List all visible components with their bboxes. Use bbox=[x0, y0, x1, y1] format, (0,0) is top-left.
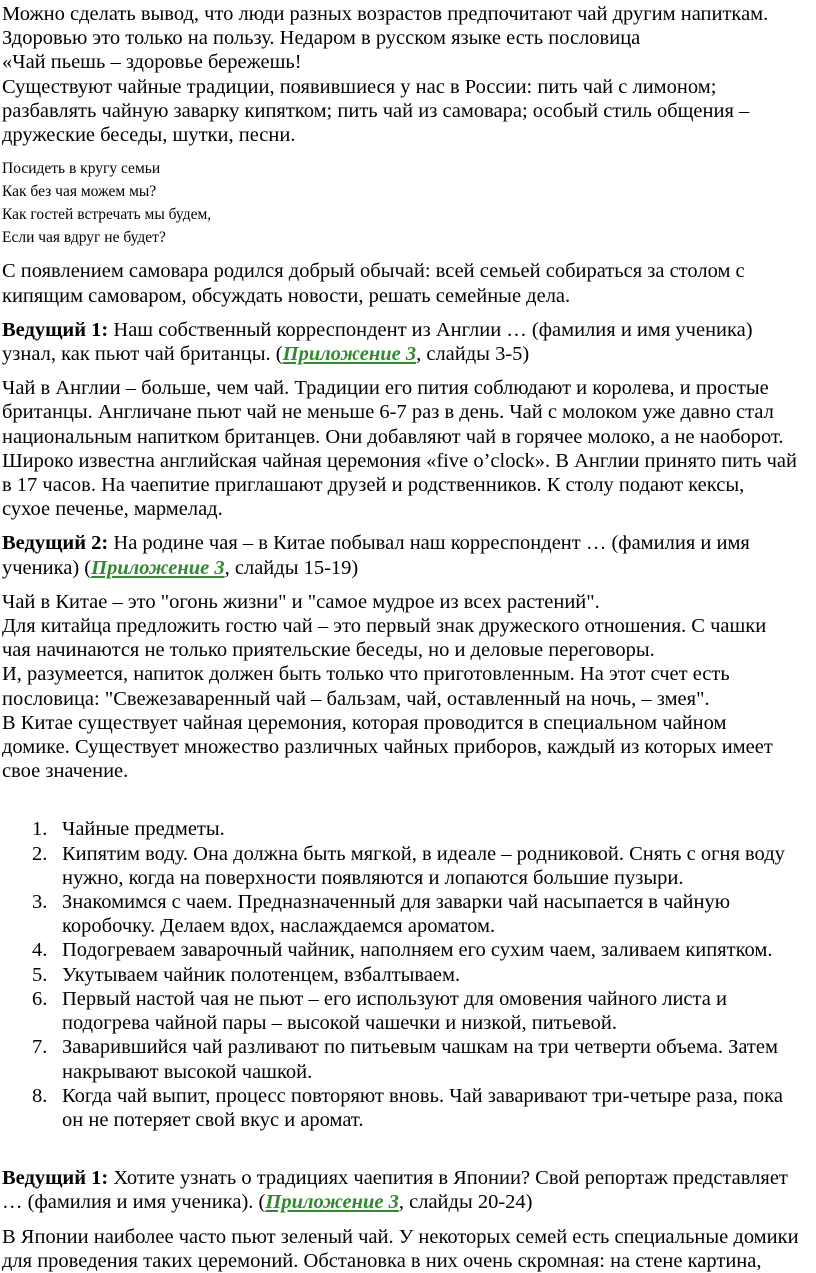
text-line: В Японии наиболее часто пьют зеленый чай. У некоторых семей есть специальные домики bbox=[2, 1225, 799, 1248]
intro-paragraph bbox=[2, 2, 814, 147]
speaker-label: Ведущий 1: bbox=[2, 1167, 109, 1190]
poem bbox=[2, 158, 814, 249]
speaker-label: Ведущий 1: bbox=[2, 318, 109, 341]
text-line: Чай в Англии – больше, чем чай. Традиции его пития соблюдают и королева, и простые bbox=[2, 377, 769, 400]
list-text: Первый настой чая не пьют – его используют для омовения чайного листа и bbox=[62, 987, 727, 1010]
poem-line: Посидеть в кругу семьи bbox=[2, 160, 161, 178]
text-span: , слайды 20-24) bbox=[398, 1191, 533, 1214]
appendix-link[interactable]: Приложение 3 bbox=[282, 343, 417, 366]
text-line: И, разумеется, напиток должен быть только что приготовленным. На этот счет есть bbox=[2, 663, 730, 686]
host1-england-intro bbox=[2, 318, 814, 366]
list-text: Укутываем чайник полотенцем, взбалтываем. bbox=[62, 963, 461, 986]
list-text: Подогреваем заварочный чайник, наполняем его сухим чаем, заливаем кипятком. bbox=[62, 939, 773, 962]
text-line: Широко известна английская чайная церемония «five o’clock». В Англии принято пить чай bbox=[2, 449, 797, 472]
text-span: узнал, как пьют чай британцы. ( bbox=[2, 343, 283, 366]
text-line: свое значение. bbox=[2, 760, 129, 783]
text-line: разбавлять чайную заварку кипятком; пить чай из самовара; особый стиль общения – bbox=[2, 99, 750, 122]
list-item bbox=[2, 963, 814, 987]
text-line: В Китае существует чайная церемония, которая проводится в специальном чайном bbox=[2, 711, 727, 734]
list-number: 2. bbox=[32, 842, 48, 865]
list-number: 4. bbox=[32, 939, 48, 962]
text-line: дружеские беседы, шутки, песни. bbox=[2, 124, 296, 147]
text-line: С появлением самовара родился добрый обычай: всей семьей собираться за столом с bbox=[2, 260, 745, 283]
text-line bbox=[2, 1190, 814, 1214]
text-line bbox=[2, 318, 814, 342]
list-number: 1. bbox=[32, 818, 48, 841]
speaker-label: Ведущий 2: bbox=[2, 532, 109, 555]
appendix-link[interactable]: Приложение 3 bbox=[265, 1191, 399, 1214]
text-line: в 17 часов. На чаепитие приглашают друзей и родственников. К столу подают кексы, bbox=[2, 474, 745, 497]
list-number: 8. bbox=[32, 1084, 48, 1107]
samovar-paragraph bbox=[2, 259, 814, 307]
list-text: он не потеряет свой вкус и аромат. bbox=[62, 1108, 364, 1131]
text-line: «Чай пьешь – здоровье бережешь! bbox=[2, 51, 302, 74]
list-text: подогрева чайной пары – высокой чашечки и низкой, питьевой. bbox=[62, 1012, 617, 1035]
text-span: На родине чая – в Китае побывал наш корреспондент … (фамилия и имя bbox=[108, 532, 750, 555]
text-span: Наш собственный корреспондент из Англии … (фамилия и имя ученика) bbox=[108, 318, 753, 341]
poem-line: Как без чая можем мы? bbox=[2, 183, 157, 201]
text-line: Здоровью это только на пользу. Недаром в русском языке есть пословица bbox=[2, 27, 641, 50]
china-paragraph bbox=[2, 590, 814, 784]
japan-paragraph bbox=[2, 1225, 814, 1273]
text-span: … (фамилия и имя ученика). ( bbox=[2, 1191, 266, 1214]
poem-line: Если чая вдруг не будет? bbox=[2, 228, 166, 246]
list-number: 3. bbox=[32, 891, 48, 914]
list-item bbox=[2, 987, 814, 1035]
text-line bbox=[2, 556, 814, 580]
host2-china-intro bbox=[2, 531, 814, 579]
list-text: коробочку. Делаем вдох, наслаждаемся ароматом. bbox=[62, 915, 496, 938]
england-paragraph bbox=[2, 376, 814, 521]
list-text: нужно, когда на поверхности появляются и лопаются большие пузыри. bbox=[62, 866, 684, 889]
text-line: Для китайца предложить гостю чай – это первый знак дружеского отношения. С чашки bbox=[2, 615, 767, 638]
list-text: Заварившийся чай разливают по питьевым чашкам на три четверти объема. Затем bbox=[62, 1036, 778, 1059]
text-line: Можно сделать вывод, что люди разных возрастов предпочитают чай другим напиткам. bbox=[2, 3, 769, 25]
list-item bbox=[2, 890, 814, 938]
host1-japan-intro bbox=[2, 1166, 814, 1214]
poem-line: Как гостей встречать мы будем, bbox=[2, 205, 212, 223]
list-number: 7. bbox=[32, 1036, 48, 1059]
list-item bbox=[2, 1035, 814, 1083]
text-span: , слайды 3-5) bbox=[416, 343, 530, 366]
list-text: Когда чай выпит, процесс повторяют вновь. Чай заваривают три-четыре раза, пока bbox=[62, 1084, 783, 1107]
text-line bbox=[2, 1166, 814, 1190]
list-text: Знакомимся с чаем. Предназначенный для заварки чай насыпается в чайную bbox=[62, 891, 731, 914]
text-line: Чай в Китае – это "огонь жизни" и "самое мудрое из всех растений". bbox=[2, 590, 600, 613]
ceremony-steps-list bbox=[2, 817, 814, 1132]
list-number: 6. bbox=[32, 987, 48, 1010]
text-line: кипящим самоваром, обсуждать новости, решать семейные дела. bbox=[2, 284, 571, 307]
list-item bbox=[2, 938, 814, 962]
list-text: Кипятим воду. Она должна быть мягкой, в идеале – родниковой. Снять с огня воду bbox=[62, 842, 785, 865]
list-text: Чайные предметы. bbox=[62, 818, 225, 841]
text-line bbox=[2, 531, 814, 555]
text-line: сухое печенье, мармелад. bbox=[2, 498, 223, 521]
appendix-link[interactable]: Приложение 3 bbox=[91, 556, 225, 579]
text-span: Хотите узнать о традициях чаепития в Японии? Свой репортаж представляет bbox=[108, 1167, 788, 1190]
text-span: ученика) ( bbox=[2, 556, 92, 579]
text-line: чая начинаются не только приятельские беседы, но и деловые переговоры. bbox=[2, 639, 655, 662]
text-line: национальным напитком британцев. Они добавляют чай в горячее молоко, а не наоборот. bbox=[2, 425, 784, 448]
text-line bbox=[2, 342, 814, 366]
list-text: накрывают высокой чашкой. bbox=[62, 1060, 313, 1083]
text-line: для проведения таких церемоний. Обстановка в них очень скромная: на стене картина, bbox=[2, 1249, 762, 1272]
text-line: британцы. Англичане пьют чай не меньше 6-7 раз в день. Чай с молоком уже давно стал bbox=[2, 401, 774, 424]
text-line: домике. Существует множество различных чайных приборов, каждый из которых имеет bbox=[2, 736, 773, 759]
list-number: 5. bbox=[32, 963, 48, 986]
text-span: , слайды 15-19) bbox=[224, 556, 359, 579]
list-item bbox=[2, 842, 814, 890]
text-line: Существуют чайные традиции, появившиеся у нас в России: пить чай с лимоном; bbox=[2, 75, 717, 98]
text-line: пословица: "Свежезаваренный чай – бальзам, чай, оставленный на ночь, – змея". bbox=[2, 687, 710, 710]
list-item bbox=[2, 1084, 814, 1132]
list-item bbox=[2, 817, 814, 841]
